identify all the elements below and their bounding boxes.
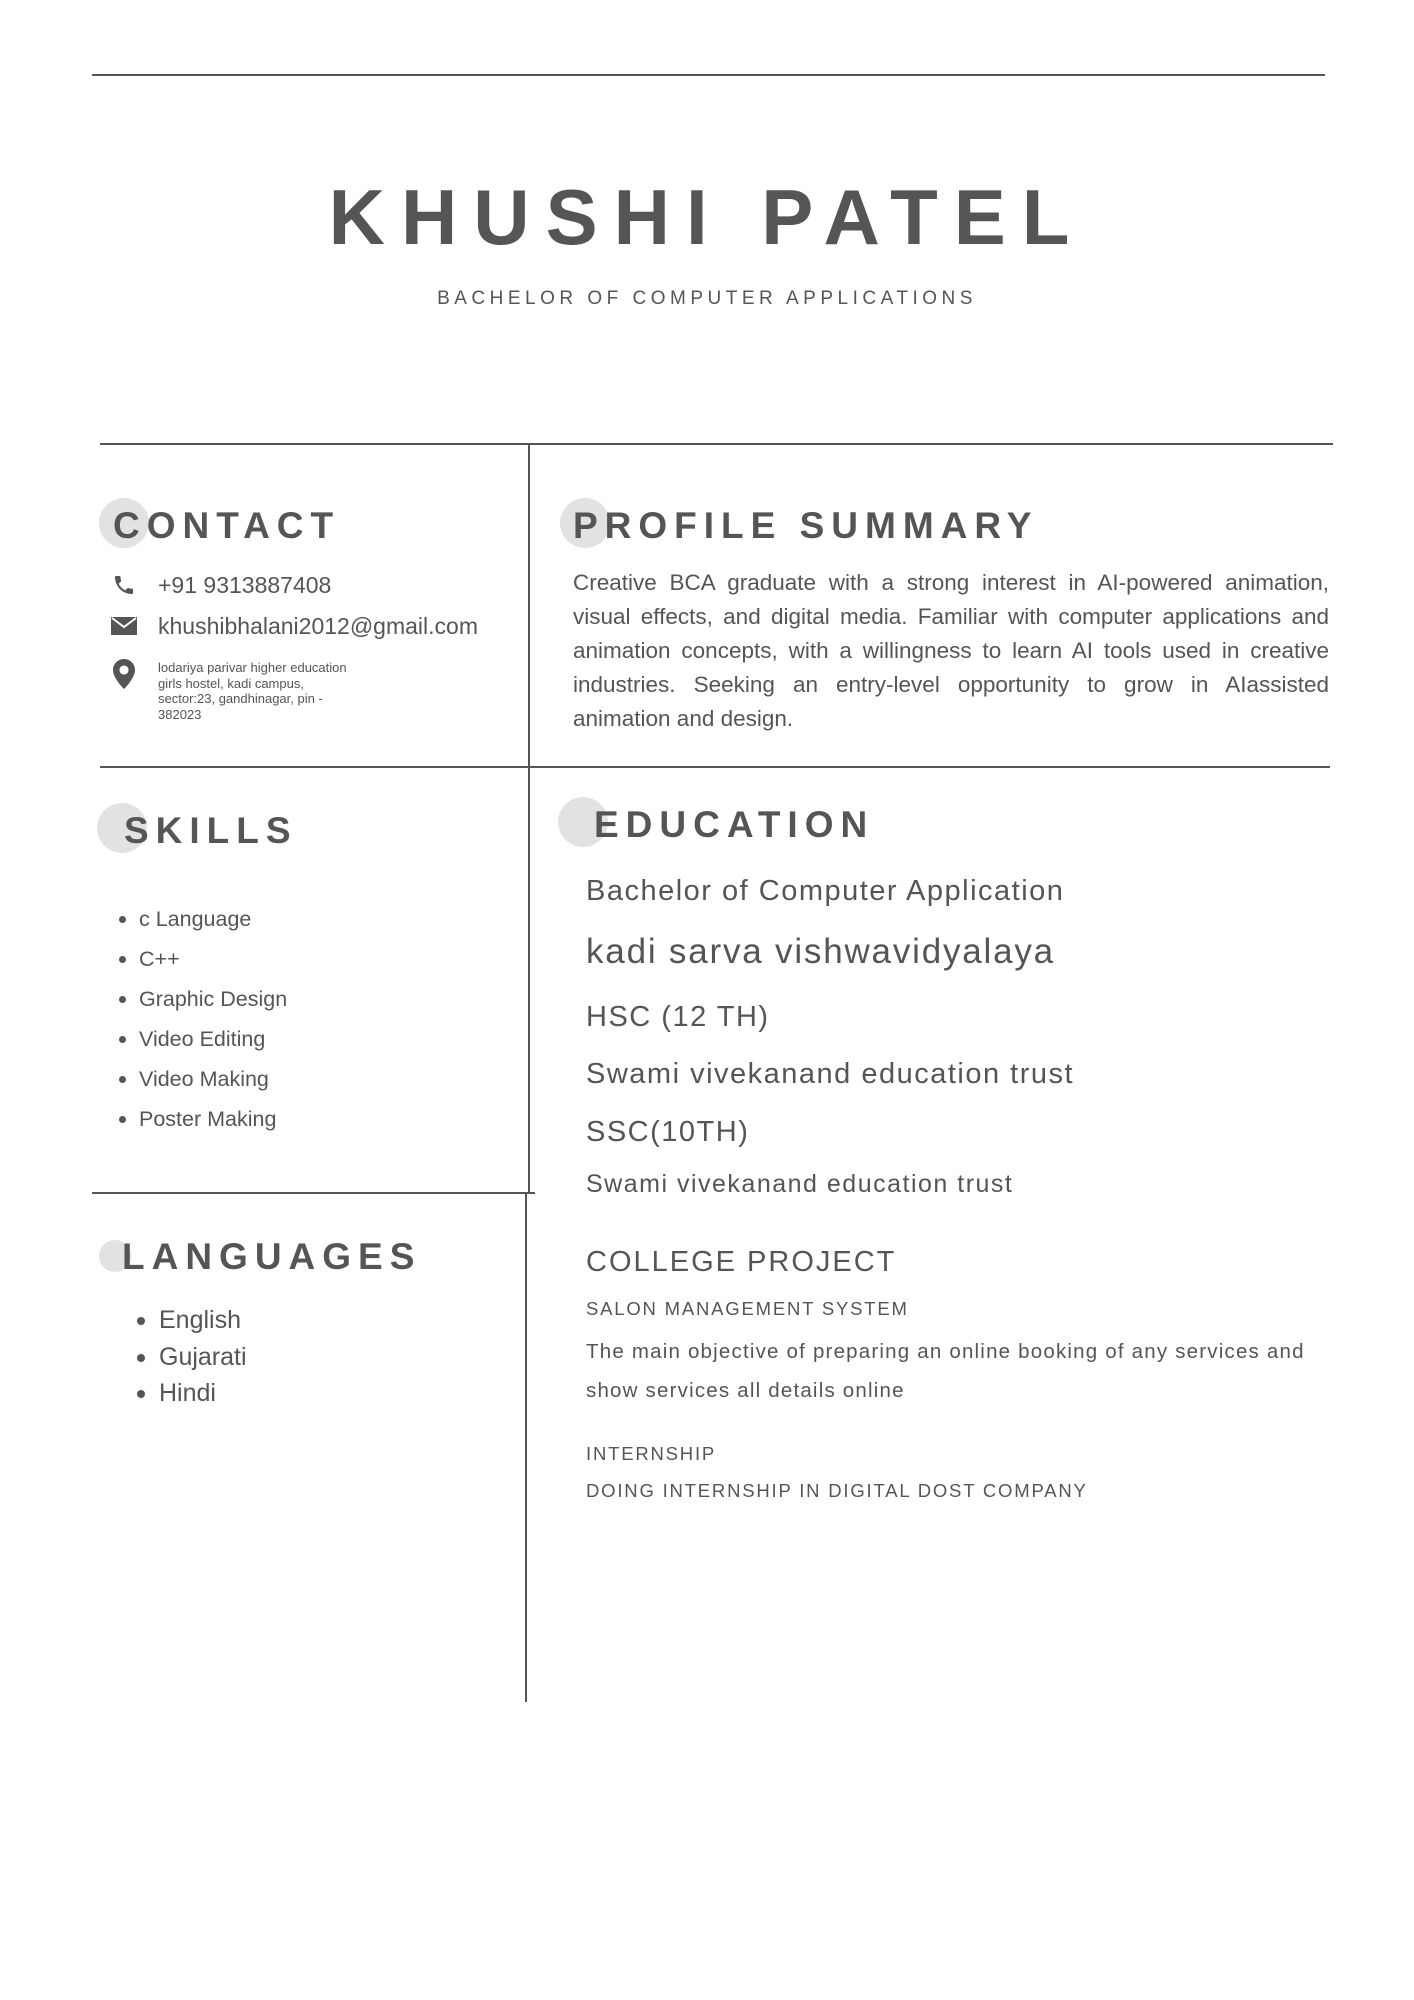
skill-item: Poster Making: [119, 1099, 287, 1139]
section-divider-left-lower: [92, 1192, 535, 1194]
contact-email[interactable]: khushibhalani2012@gmail.com: [158, 612, 478, 639]
skill-item: Graphic Design: [119, 979, 287, 1019]
internship-heading: INTERNSHIP: [586, 1443, 717, 1464]
education-university: kadi sarva vishwavidyalaya: [586, 932, 1055, 971]
college-project-heading: COLLEGE PROJECT: [586, 1246, 897, 1278]
profile-summary-text: Creative BCA graduate with a strong interest in AI-powered animation, visual effects, and digital media. Familiar with computer applications and animation concepts, with a willingness to learn AI tools used in creative industries. Seeking an entry-level opportunity to grow in AIassisted animation and design.: [573, 570, 1329, 731]
college-project-description: The main objective of preparing an online booking of any services and show services all details online: [586, 1340, 1305, 1402]
column-divider-lower: [525, 1192, 527, 1702]
email-icon: [110, 612, 138, 640]
skill-item: Video Making: [119, 1059, 287, 1099]
language-item: Gujarati: [137, 1339, 247, 1376]
contact-email-row: [110, 612, 478, 640]
top-divider: [92, 74, 1325, 76]
contact-phone-row: [110, 571, 331, 599]
skills-list: [119, 899, 287, 1139]
contact-address: lodariya parivar higher education girls hostel, kadi campus, sector:23, gandhinagar, pin - 382023: [158, 660, 347, 722]
skills-heading: SKILLS: [124, 810, 298, 851]
language-item: English: [137, 1302, 247, 1339]
section-divider-top: [100, 443, 1333, 445]
section-divider-middle: [100, 766, 1330, 768]
internship-description: DOING INTERNSHIP IN DIGITAL DOST COMPANY: [586, 1480, 1088, 1501]
profile-summary-heading: PROFILE SUMMARY: [573, 505, 1039, 546]
college-project-title: SALON MANAGEMENT SYSTEM: [586, 1298, 909, 1319]
location-pin-icon: [113, 659, 135, 694]
skill-item: Video Editing: [119, 1019, 287, 1059]
education-heading: EDUCATION: [594, 804, 875, 845]
education-hsc: HSC (12 TH): [586, 1001, 770, 1033]
languages-list: [137, 1302, 247, 1412]
phone-icon: [110, 571, 138, 599]
candidate-name: KHUSHI PATEL: [328, 173, 1086, 261]
candidate-title: BACHELOR OF COMPUTER APPLICATIONS: [437, 288, 977, 309]
contact-heading: CONTACT: [113, 505, 341, 546]
language-item: Hindi: [137, 1375, 247, 1412]
education-degree: Bachelor of Computer Application: [586, 875, 1065, 907]
education-ssc-school: Swami vivekanand education trust: [586, 1170, 1014, 1198]
skill-item: C++: [119, 939, 287, 979]
column-divider-upper: [528, 443, 530, 1193]
skill-item: c Language: [119, 899, 287, 939]
education-hsc-school: Swami vivekanand education trust: [586, 1058, 1075, 1090]
contact-phone: +91 9313887408: [158, 571, 332, 598]
languages-heading: LANGUAGES: [122, 1236, 422, 1277]
education-ssc: SSC(10TH): [586, 1116, 750, 1148]
